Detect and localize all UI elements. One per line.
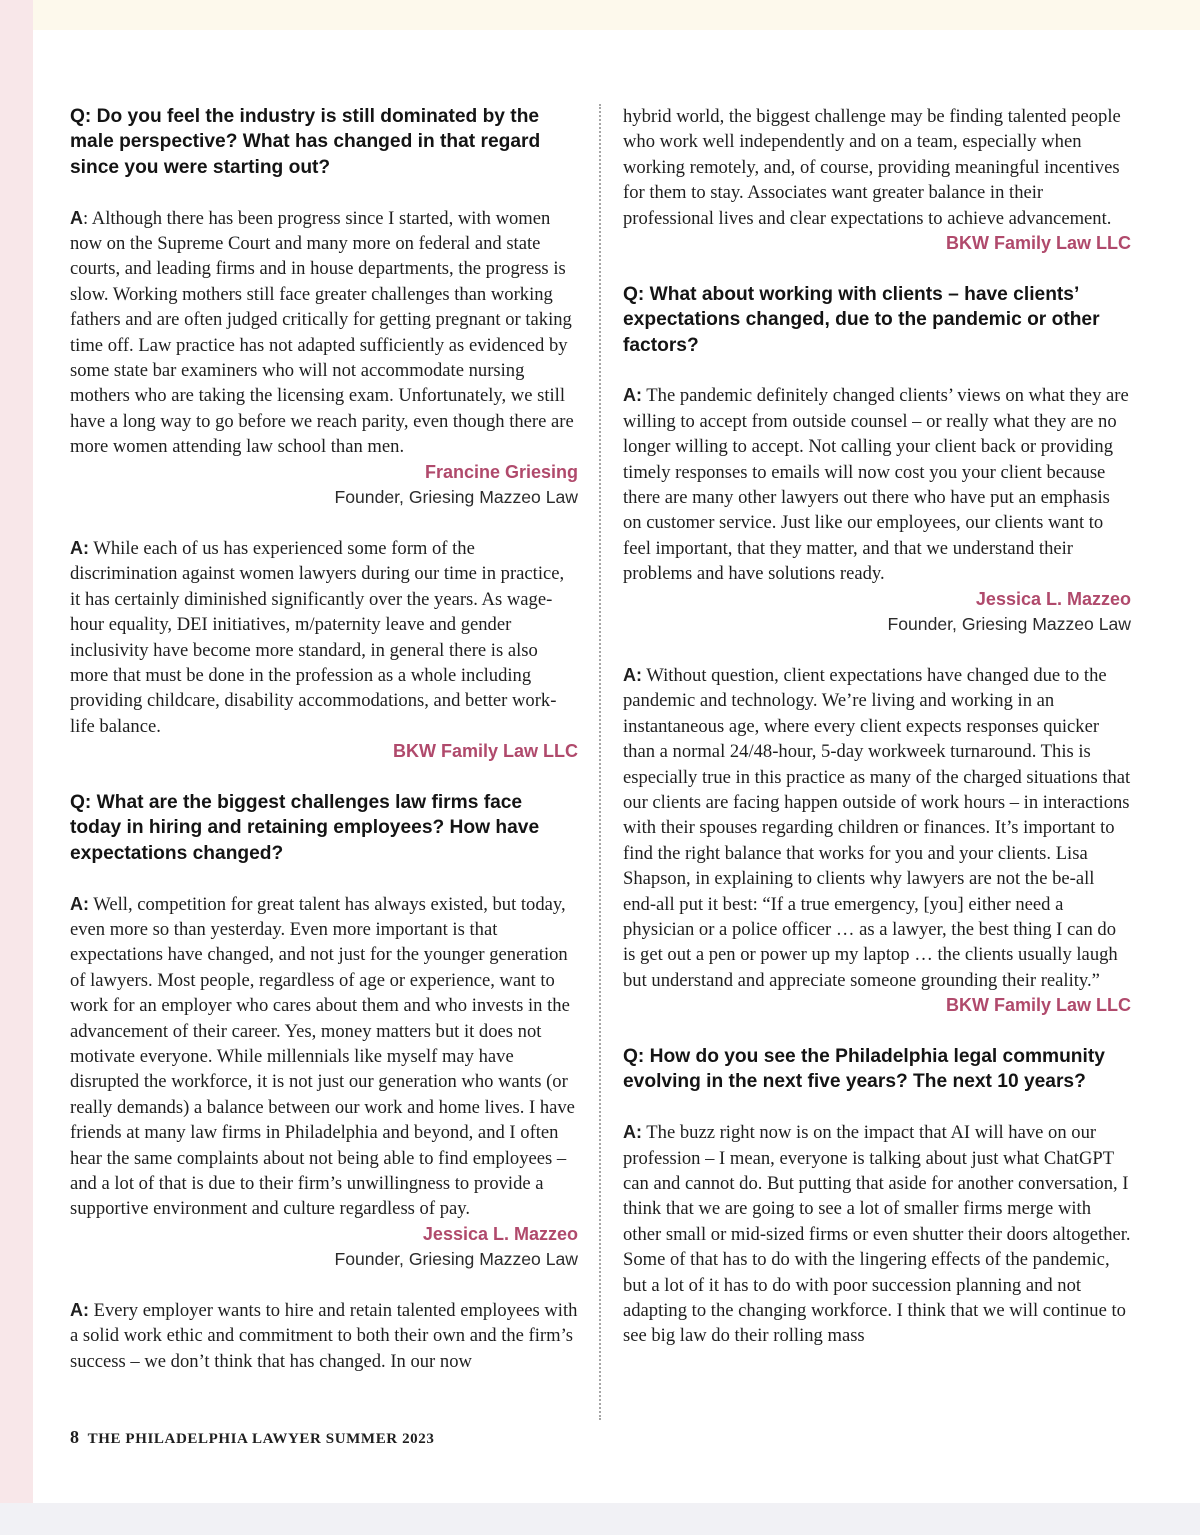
answer-continuation: hybrid world, the biggest challenge may be finding talented people who work well independently and on a team, especially when working remotely, and, of course, providing meaningful incentives for them to stay. Associates want greater balance in their professional lives and clear expectations to achieve advancement. [623, 106, 1121, 229]
respondent-name: BKW Family Law LLC [945, 995, 1131, 1016]
answer-paragraph [623, 663, 1131, 993]
answer-paragraph [623, 383, 1131, 586]
answer-lead: A: [70, 537, 89, 558]
respondent-title: Founder, Griesing Mazzeo Law [887, 614, 1131, 635]
answer-paragraph [70, 206, 578, 460]
answer-lead: A: [623, 1122, 642, 1143]
right-column [623, 104, 1131, 1349]
page-footer [70, 1427, 434, 1448]
publication-name: THE PHILADELPHIA LAWYER SUMMER 2023 [87, 1431, 435, 1447]
answer-lead: A: [70, 1300, 89, 1321]
respondent-title: Founder, Griesing Mazzeo Law [334, 1249, 578, 1270]
column-divider [599, 104, 601, 1420]
left-column [70, 104, 578, 1374]
answer-lead: A: [623, 664, 642, 685]
respondent-name: Jessica L. Mazzeo [975, 588, 1131, 609]
answer-paragraph [70, 892, 578, 1222]
answer-paragraph [623, 1120, 1131, 1349]
answer-text: The pandemic definitely changed clients’ views on what they are willing to accept from outside counsel – or really what they are no longer willing to accept. Not calling your client back or providing timely responses to emails will now cost you your client because there are many other lawyers out there who have put an emphasis on customer service. Just like our employees, our clients want to feel important, that they matter, and that we understand their problems and have solutions ready. [623, 385, 1129, 585]
answer-lead: A: [70, 893, 89, 914]
question-heading: Q: What about working with clients – have clients’ expectations changed, due to the pandemic or other factors? [623, 283, 1100, 356]
question-heading: Q: What are the biggest challenges law firms face today in hiring and retaining employees? How have expectations changed? [70, 791, 540, 864]
answer-paragraph [70, 1298, 578, 1374]
answer-text: While each of us has experienced some form of the discrimination against women lawyers during our time in practice, it has certainly diminished significantly over the years. As wage-hour equality, DEI initiatives, m/paternity leave and gender inclusivity have become more standard, in general there is also more that must be done in the profession as a whole including providing childcare, disability accommodations, and better work-life balance. [70, 537, 565, 737]
answer-lead: A: [623, 385, 642, 406]
respondent-name: BKW Family Law LLC [945, 233, 1131, 254]
answer-lead: A [70, 207, 83, 228]
answer-text: Without question, client expectations have changed due to the pandemic and technology. We’re living and working in an instantaneous age, where every client expects responses quicker than a normal 24/48-hour, 5-day workweek turnaround. This is especially true in this practice as many of the charged situations that our clients are facing happen outside of work hours – in interactions with their spouses regarding children or finances. It’s important to find the right balance that works for you and your clients. Lisa Shapson, in explaining to clients why lawyers are not the be-all end-all put it best: “If a true emergency, [you] either need a physician or a police officer … as a lawyer, the best thing I can do is get out a pen or power up my laptop … the clients usually laugh but understand and appreciate someone grounding their reality.” [623, 664, 1131, 991]
respondent-name: Jessica L. Mazzeo [422, 1223, 578, 1244]
answer-paragraph [70, 536, 578, 739]
answer-text: The buzz right now is on the impact that AI will have on our profession – I mean, everyone is talking about just what ChatGPT can and cannot do. But putting that aside for another conversation, I think that we are going to see a lot of smaller firms merge with other small or mid-sized firms or even shutter their doors altogether. Some of that has to do with the lingering effects of the pandemic, but a lot of it has to do with poor succession planning and not adapting to the changing workforce. I think that we will continue to see big law do their rolling mass [623, 1122, 1131, 1347]
respondent-name: Francine Griesing [424, 461, 578, 482]
respondent-name: BKW Family Law LLC [392, 741, 578, 762]
question-heading: Q: How do you see the Philadelphia legal community evolving in the next five years? The next 10 years? [623, 1045, 1105, 1093]
page-number: 8 [70, 1427, 80, 1447]
respondent-title: Founder, Griesing Mazzeo Law [334, 487, 578, 508]
question-heading: Q: Do you feel the industry is still dominated by the male perspective? What has changed in that regard since you were starting out? [70, 106, 541, 178]
answer-text: Every employer wants to hire and retain talented employees with a solid work ethic and commitment to both their own and the firm’s success – we don’t think that has changed. In our now [70, 1300, 578, 1372]
answer-text: Well, competition for great talent has always existed, but today, even more so than yesterday. Even more important is that expectations have changed, and not just for the younger generation of lawyers. Most people, regardless of age or experience, want to work for an employer who cares about them and who invests in the advancement of their career. Yes, money matters but it does not motivate everyone. While millennials like myself may have disrupted the workforce, it is not just our generation who wants (or really demands) a balance between our work and home lives. I have friends at many law firms in Philadelphia and beyond, and I often hear the same complaints about not being able to find employees – and a lot of that is due to their firm’s unwillingness to provide a supportive environment and culture regardless of pay. [70, 893, 575, 1220]
top-margin-band [0, 0, 1200, 30]
answer-text: : Although there has been progress since I started, with women now on the Supreme Court and many more on federal and state courts, and leading firms and in house departments, the progress is slow. Working mothers still face greater challenges than working fathers and are often judged critically for getting pregnant or taking time off. Law practice has not adapted sufficiently as evidenced by some state bar examiners who will not accommodate nursing mothers who are taking the licensing exam. Unfortunately, we still have a long way to go before we reach parity, even though there are more women attending law school than men. [70, 207, 574, 458]
bottom-margin-band [0, 1503, 1200, 1535]
left-margin-band [0, 0, 33, 1535]
